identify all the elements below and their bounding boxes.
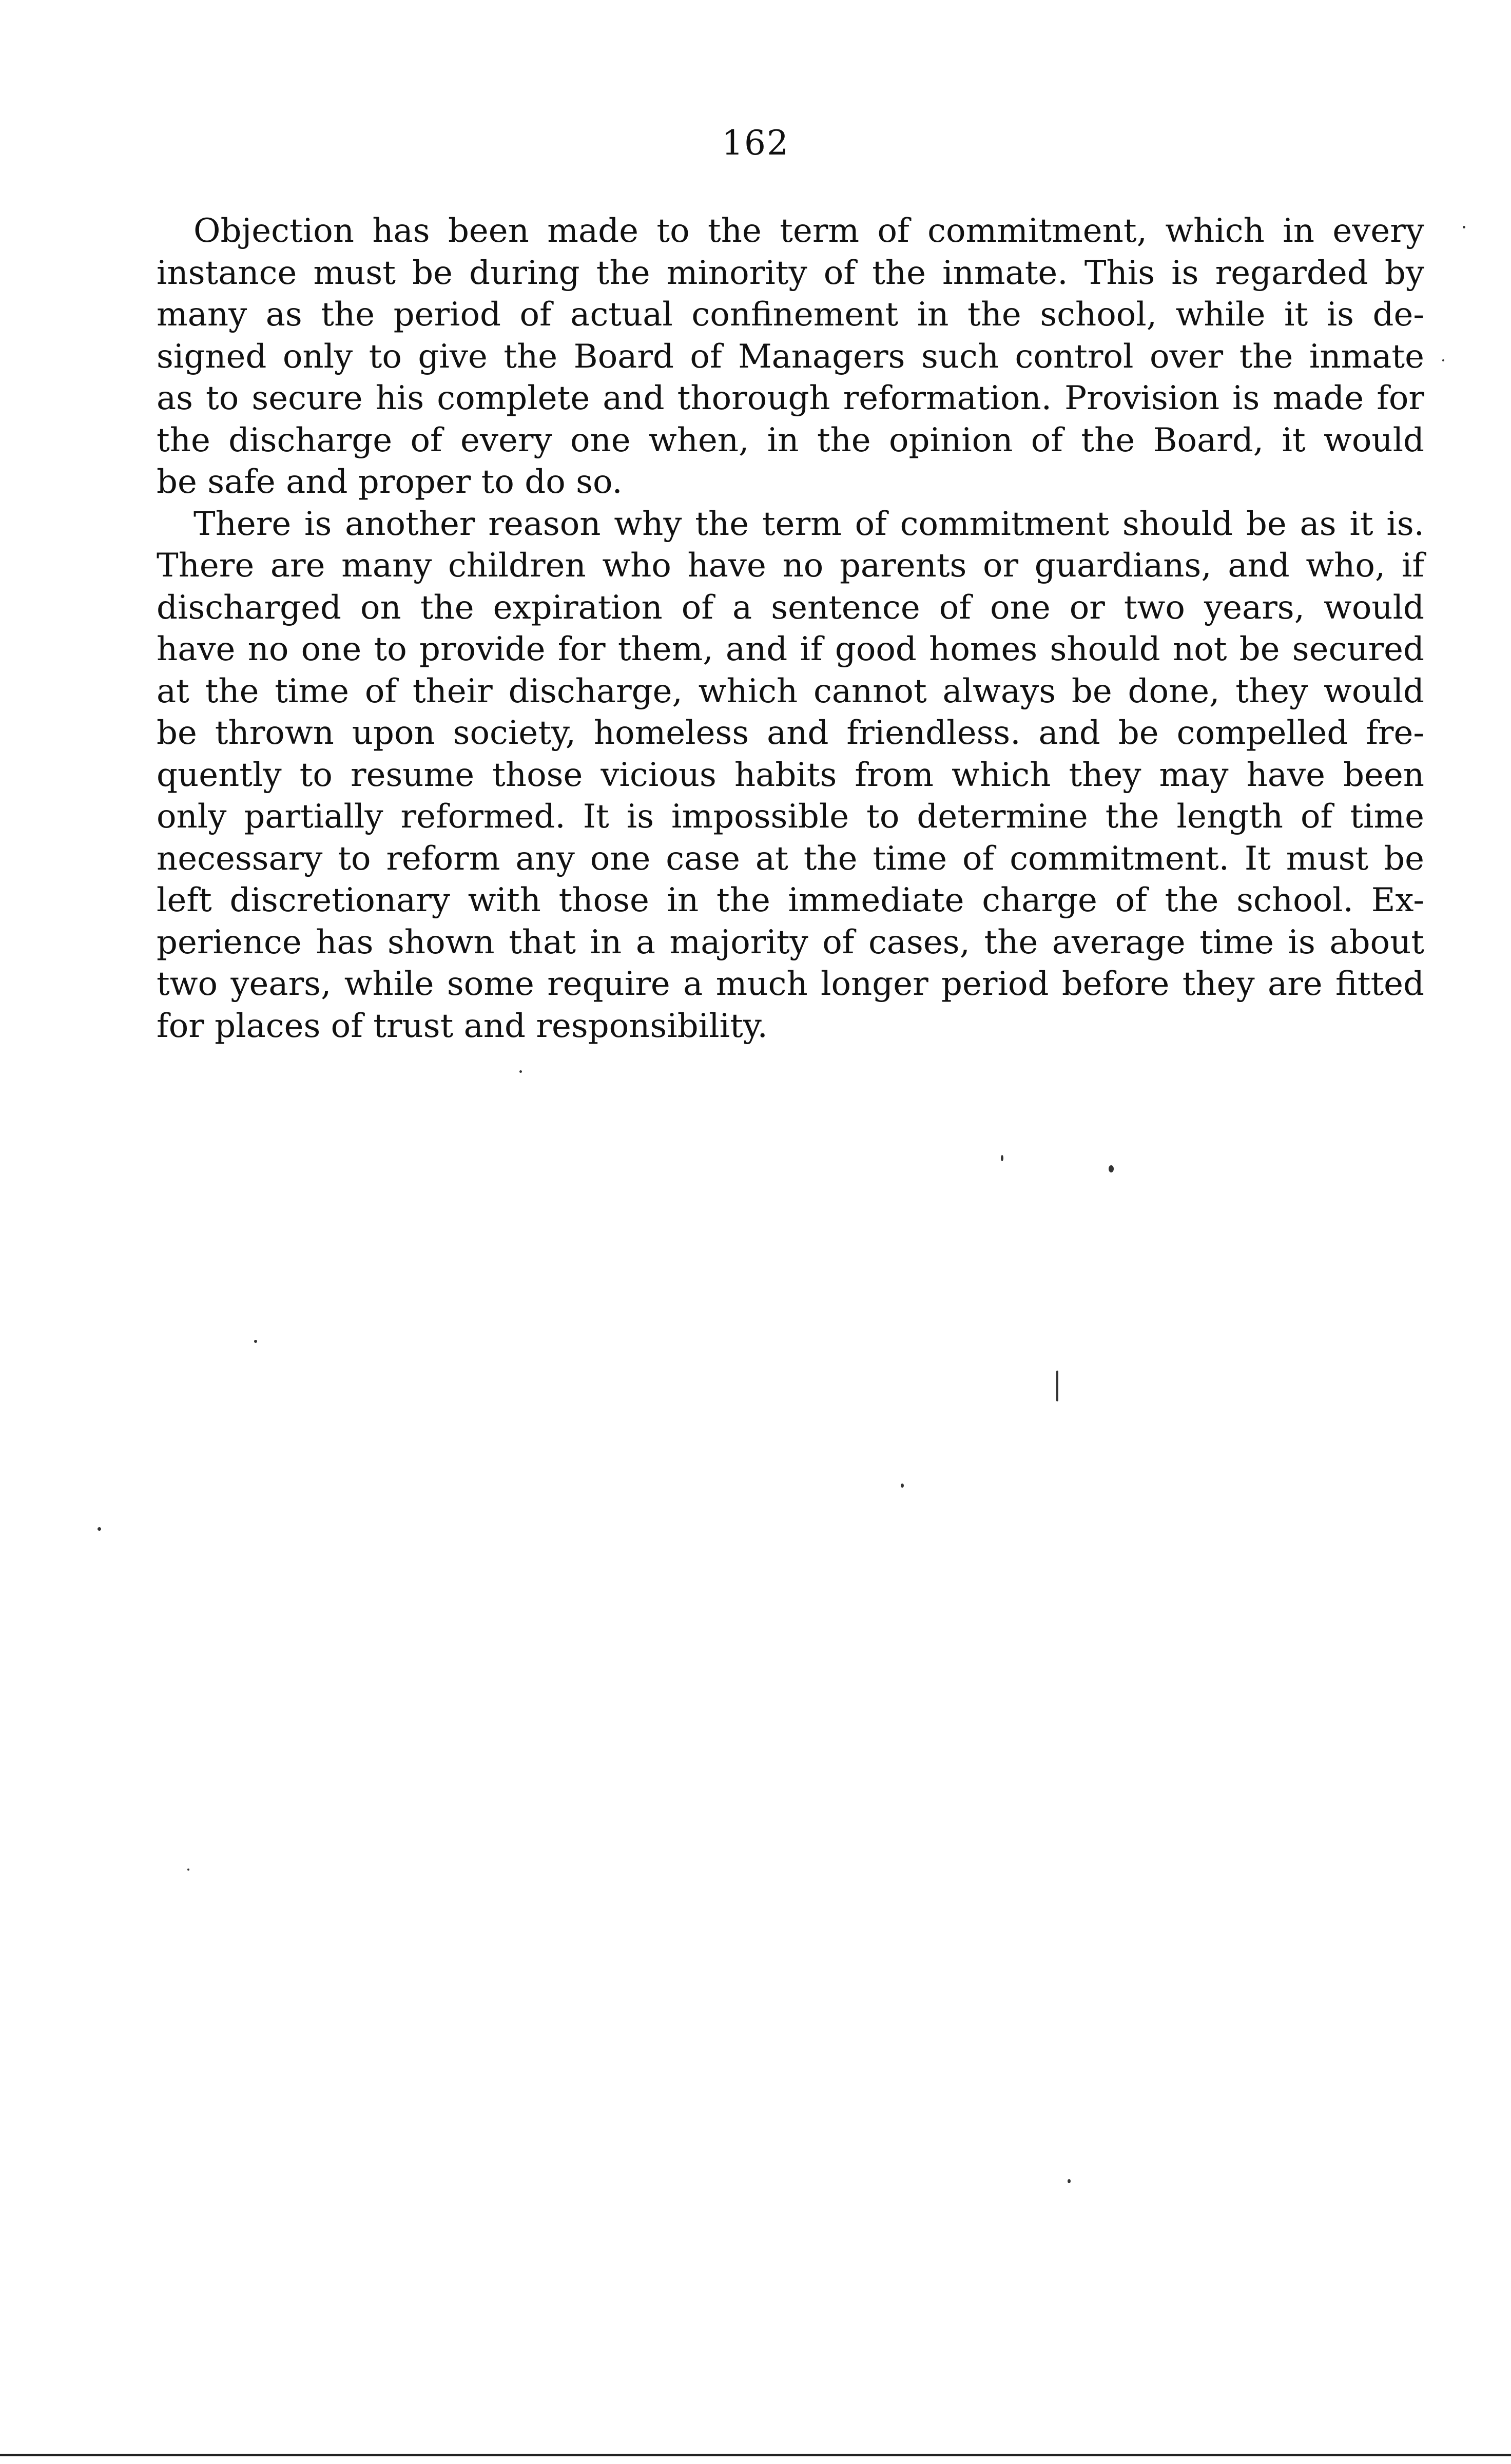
scan-speck	[254, 1340, 257, 1343]
paragraph-1-line-2: instance must be during the minority of the inmate. This is regarded by	[157, 254, 1424, 292]
scan-speck	[1001, 1155, 1003, 1161]
paragraph-2-line-11: perience has shown that in a majority of cases, the average time is about	[157, 923, 1424, 961]
paragraph-2-line-7: quently to resume those vicious habits from which they may have been	[157, 756, 1424, 794]
paragraph-2-line-12: two years, while some require a much longer period before they are fitted	[157, 965, 1424, 1003]
paragraph-2-line-5: at the time of their discharge, which cannot always be done, they would	[157, 672, 1424, 710]
scan-speck	[1109, 1165, 1114, 1172]
paragraph-2-line-13: for places of trust and responsibility.	[157, 1007, 768, 1045]
paragraph-2-line-10: left discretionary with those in the immediate charge of the school. Ex-	[157, 881, 1424, 919]
page-number: 162	[722, 123, 789, 163]
paragraph-2-line-8: only partially reformed. It is impossible to determine the length of time	[157, 798, 1424, 836]
scan-speck	[1442, 359, 1444, 361]
scan-speck	[187, 1869, 189, 1871]
paragraph-1-line-7: be safe and proper to do so.	[157, 463, 623, 501]
paragraph-2-line-1: There is another reason why the term of commitment should be as it is.	[193, 505, 1424, 543]
paragraph-1-line-1: Objection has been made to the term of commitment, which in every	[193, 212, 1424, 250]
paragraph-1-line-6: the discharge of every one when, in the opinion of the Board, it would	[157, 421, 1424, 459]
scan-speck	[98, 1527, 101, 1531]
paragraph-2-line-9: necessary to reform any one case at the time of commitment. It must be	[157, 839, 1424, 878]
scan-speck	[1463, 226, 1465, 228]
paragraph-2-line-6: be thrown upon society, homeless and friendless. and be compelled fre-	[157, 714, 1424, 752]
scan-speck	[1056, 1371, 1058, 1401]
paragraph-1-line-5: as to secure his complete and thorough reformation. Provision is made for	[157, 379, 1424, 417]
paragraph-2-line-4: have no one to provide for them, and if good homes should not be secured	[157, 630, 1424, 668]
scan-speck	[1068, 2179, 1071, 2183]
scan-speck	[519, 1070, 522, 1073]
paragraph-2-line-3: discharged on the expiration of a sentence of one or two years, would	[157, 588, 1424, 627]
bottom-edge-rule	[0, 2454, 1511, 2456]
body-text	[157, 210, 1424, 1047]
paragraph-1-line-4: signed only to give the Board of Managers such control over the inmate	[157, 337, 1424, 376]
paragraph-2-line-2: There are many children who have no parents or guardians, and who, if	[157, 547, 1424, 585]
scan-speck	[901, 1484, 904, 1488]
paragraph-1-line-3: many as the period of actual confinement in the school, while it is de-	[157, 296, 1424, 334]
